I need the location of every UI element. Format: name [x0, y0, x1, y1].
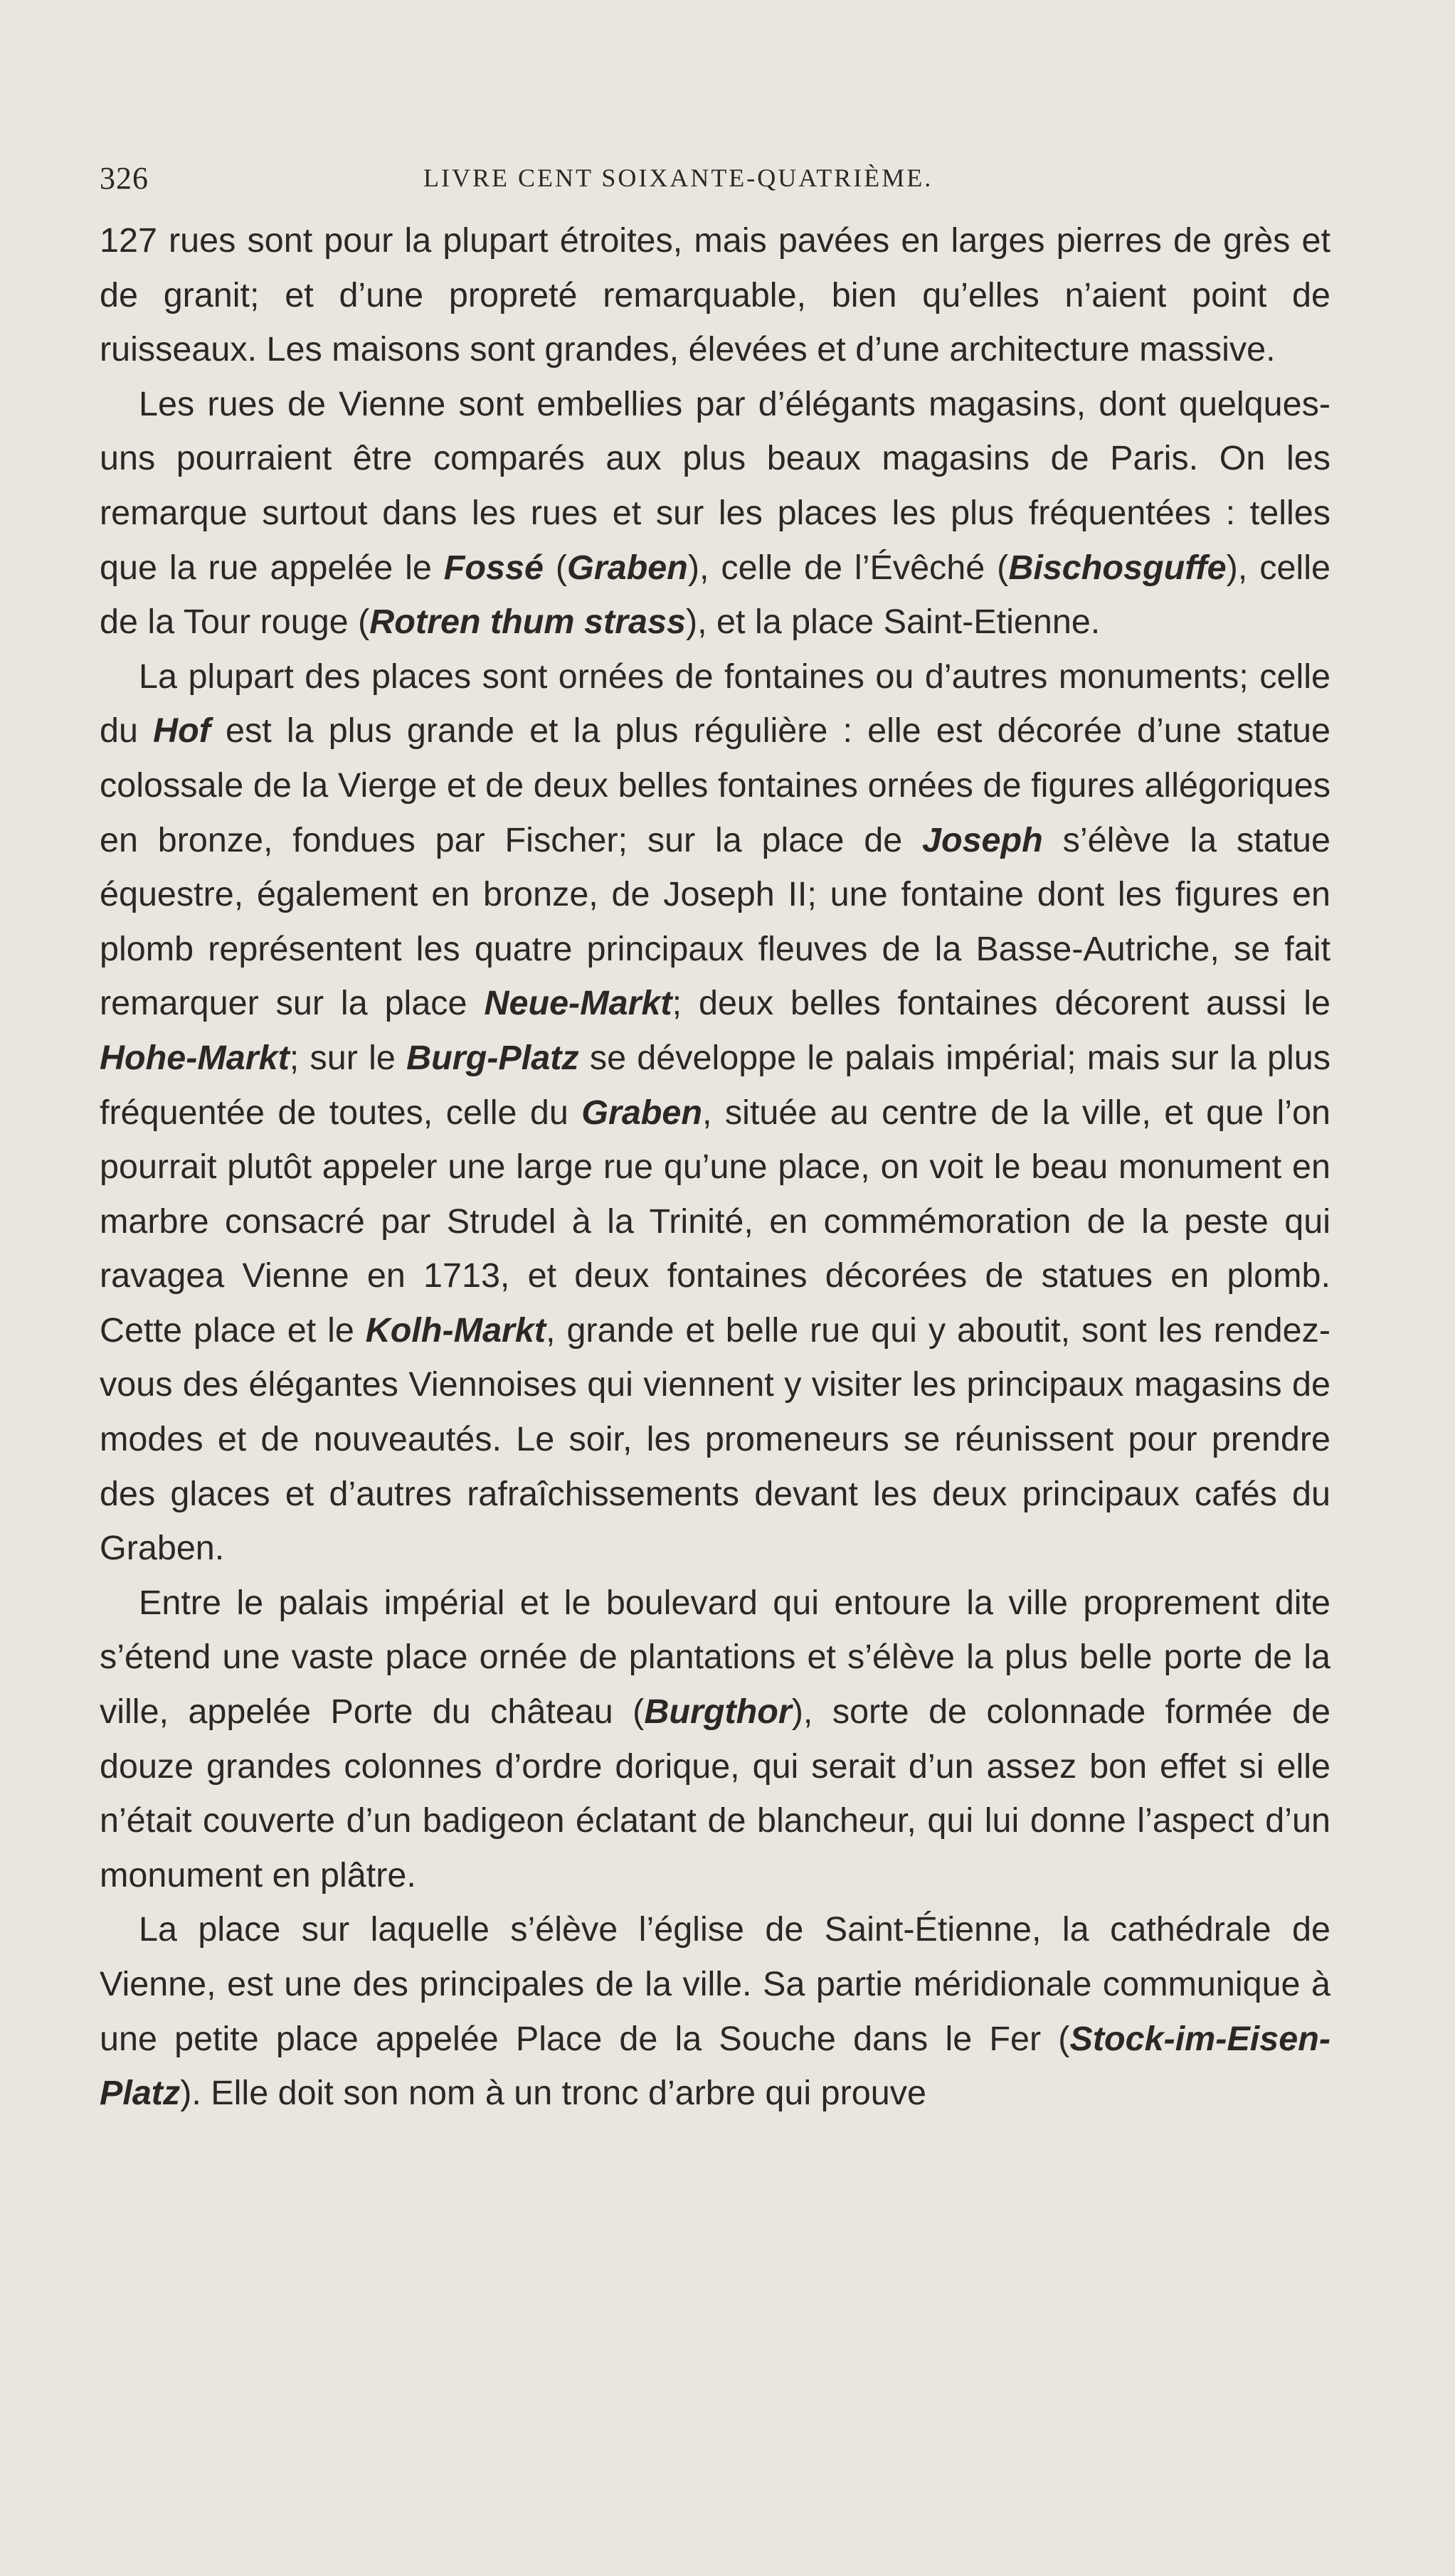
text-run: La plupart des places sont ornées de fontaines ou d’autres monuments; celle du: [100, 657, 1330, 751]
italic-term: Neue-Markt: [484, 984, 672, 1023]
text-run: ; deux belles fontaines décorent aussi le: [672, 984, 1330, 1023]
text-run: ), sorte de colonnade formée de douze grandes colonnes d’ordre dorique, qui serait d’un assez bon effet si elle n’était couverte d’un badigeon éclatant de blancheur, qui lui donne l’aspect d’un monument en plâtre.: [100, 1692, 1330, 1894]
italic-term: Graben: [581, 1093, 703, 1132]
text-run: Les rues de Vienne sont embellies par d’élégants magasins, dont quelques-uns pourraient être comparés aux plus beaux magasins de Paris. On les remarque surtout dans les rues et sur les places les plus fréquentées : telles que la rue appelée le: [100, 384, 1330, 587]
text-run: La place sur laquelle s’élève l’église de Saint-Étienne, la cathédrale de Vienne, est une des principales de la ville. Sa partie méridionale communique à une petite place appelée Place de la Souche dans le Fer (: [100, 1910, 1330, 2058]
paragraph: [100, 1576, 1330, 1903]
italic-term: Bischosguffe: [1008, 548, 1227, 587]
text-run: ), celle de l’Évêché (: [687, 548, 1009, 587]
italic-term: Hof: [153, 711, 211, 751]
text-run: ), celle de la Tour rouge (: [100, 548, 1330, 642]
page-header: [100, 160, 1330, 203]
text-run: ; sur le: [289, 1038, 407, 1077]
text-run: s’élève la statue équestre, également en bronze, de Joseph II; une fontaine dont les figures en plomb représentent les quatre principaux fleuves de la Basse-Autriche, se fait remarquer sur la place: [100, 820, 1330, 1023]
italic-term: Burg-Platz: [406, 1038, 579, 1077]
text-run: (: [543, 548, 568, 587]
paragraph: [100, 377, 1330, 650]
italic-term: Burgthor: [644, 1692, 792, 1732]
paragraph: [100, 650, 1330, 1576]
text-run: 127 rues sont pour la plupart étroites, mais pavées en larges pierres de grès et de granit; et d’une propreté remarquable, bien qu’elles n’aient point de ruisseaux. Les maisons sont grandes, élevées et d’une architecture massive.: [100, 221, 1330, 369]
text-run: , grande et belle rue qui y aboutit, sont les rendez-vous des élégantes Viennoises qui viennent y visiter les principaux magasins de modes et de nouveautés. Le soir, les promeneurs se réunissent pour prendre des glaces et d’autres rafraîchissements devant les deux principaux cafés du Graben.: [100, 1310, 1330, 1568]
italic-term: Hohe-Markt: [100, 1038, 290, 1077]
paragraph: [100, 213, 1330, 377]
italic-term: Joseph: [921, 820, 1043, 859]
italic-term: Graben: [567, 548, 688, 587]
italic-term: Stock-im-Eisen-Platz: [100, 2019, 1330, 2113]
italic-term: Kolh-Markt: [365, 1310, 546, 1350]
running-head: LIVRE CENT SOIXANTE-QUATRIÈME.: [423, 164, 933, 192]
paragraph: [100, 1902, 1330, 2120]
text-run: Entre le palais impérial et le boulevard qui entoure la ville proprement dite s’étend une vaste place ornée de plantations et s’élève la plus belle porte de la ville, appelée Porte du château (: [100, 1583, 1330, 1732]
text-run: se développe le palais impérial; mais sur la plus fréquentée de toutes, celle du: [100, 1038, 1330, 1132]
text-run: est la plus grande et la plus régulière : elle est décorée d’une statue colossale de la Vierge et de deux belles fontaines ornées de figures allégoriques en bronze, fondues par Fischer; sur la place de: [100, 711, 1330, 859]
text-run: , située au centre de la ville, et que l’on pourrait plutôt appeler une large rue qu’une place, on voit le beau monument en marbre consacré par Strudel à la Trinité, en commémoration de la peste qui ravagea Vienne en 1713, et deux fontaines décorées de statues en plomb. Cette place et le: [100, 1093, 1331, 1350]
italic-term: Rotren thum strass: [369, 603, 686, 642]
body-text: [100, 213, 1330, 2121]
italic-term: Fossé: [443, 548, 544, 587]
text-run: ). Elle doit son nom à un tronc d’arbre qui prouve: [180, 2074, 926, 2113]
page-number: 326: [100, 161, 149, 196]
text-run: ), et la place Saint-Etienne.: [685, 603, 1101, 642]
